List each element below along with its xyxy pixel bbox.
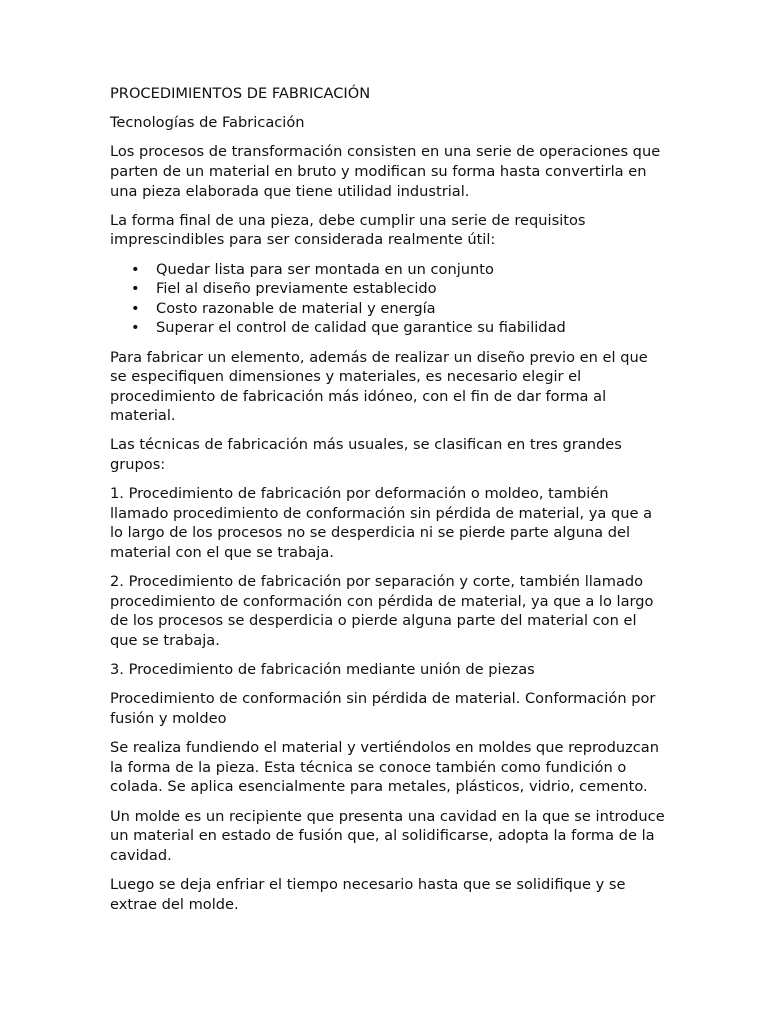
- list-item: [131, 318, 665, 338]
- list-item-text: Costo razonable de material y energía: [156, 299, 436, 317]
- paragraph-section-heading: Procedimiento de conformación sin pérdida de material. Conformación por fusión y moldeo: [110, 690, 656, 727]
- intro-paragraph: Los procesos de transformación consisten en una serie de operaciones que parten de un material en bruto y modifican su forma hasta convertirla en una pieza elaborada que tiene utilidad industrial.: [110, 143, 661, 200]
- paragraph-casting: Se realiza fundiendo el material y vertiéndolos en moldes que reproduzcan la forma de la pieza. Esta técnica se conoce también como fundición o colada. Se aplica esencialmente para metales, plásticos, vidrio, cemento.: [110, 739, 659, 796]
- bullet-icon: •: [131, 280, 140, 298]
- paragraph-mold: Un molde es un recipiente que presenta una cavidad en la que se introduce un material en estado de fusión que, al solidificarse, adopta la forma de la cavidad.: [110, 807, 665, 864]
- paragraph-design: Para fabricar un elemento, además de realizar un diseño previo en el que se especifiquen dimensiones y materiales, es necesario elegir el procedimiento de fabricación más idóneo, con el fin de dar forma al material.: [110, 348, 648, 425]
- list-item-text: Superar el control de calidad que garantice su fiabilidad: [156, 319, 566, 337]
- paragraph-group-1: 1. Procedimiento de fabricación por deformación o moldeo, también llamado procedimiento de conformación sin pérdida de material, ya que a lo largo de los procesos no se desperdicia ni se pierde parte alguna del material con el que se trabaja.: [110, 485, 653, 562]
- paragraph-group-2: 2. Procedimiento de fabricación por separación y corte, también llamado procedimiento de conformación con pérdida de material, ya que a lo largo de los procesos se desperdicia o pierde alguna parte del material con el que se trabaja.: [110, 573, 654, 649]
- bullet-icon: •: [131, 299, 140, 317]
- document-body: [110, 84, 665, 924]
- requirements-intro: La forma final de una pieza, debe cumplir una serie de requisitos imprescindibles para ser considerada realmente útil:: [110, 211, 586, 249]
- paragraph-group-3: 3. Procedimiento de fabricación mediante unión de piezas: [110, 661, 535, 679]
- list-item: [131, 260, 665, 280]
- document-title: PROCEDIMIENTOS DE FABRICACIÓN: [110, 85, 371, 102]
- list-item: [131, 279, 665, 299]
- document-subtitle: Tecnologías de Fabricación: [110, 114, 305, 132]
- requirements-list: [110, 260, 665, 338]
- list-item: [131, 299, 665, 319]
- bullet-icon: •: [131, 319, 140, 337]
- list-item-text: Quedar lista para ser montada en un conjunto: [156, 260, 494, 278]
- list-item-text: Fiel al diseño previamente establecido: [156, 280, 437, 298]
- paragraph-cooling: Luego se deja enfriar el tiempo necesario hasta que se solidifique y se extrae del molde.: [110, 875, 626, 913]
- bullet-icon: •: [131, 260, 140, 278]
- paragraph-groups: Las técnicas de fabricación más usuales, se clasifican en tres grandes grupos:: [110, 436, 622, 474]
